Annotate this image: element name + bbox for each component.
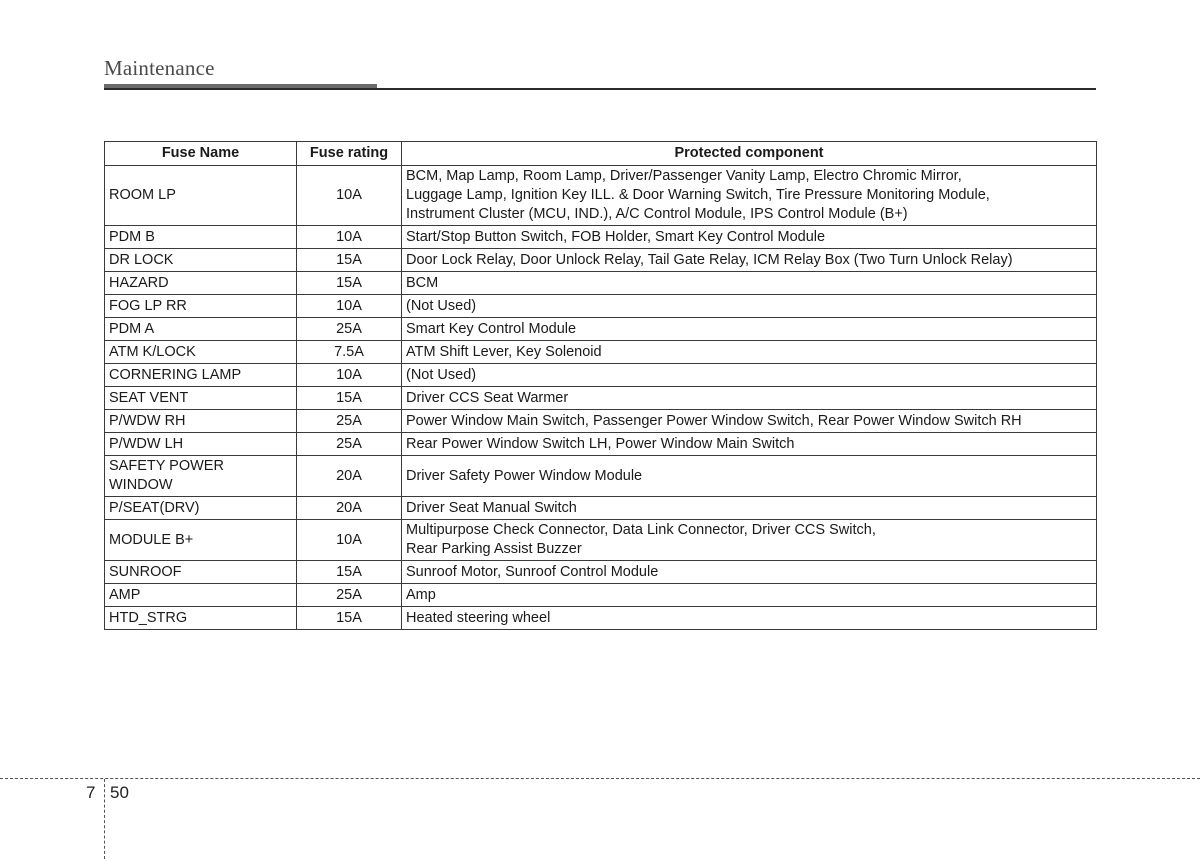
protected-component-cell: Door Lock Relay, Door Unlock Relay, Tail Gate Relay, ICM Relay Box (Two Turn Unlock Relay): [402, 249, 1097, 272]
table-row: [105, 520, 1097, 561]
fuse-name-cell: PDM A: [105, 318, 297, 341]
fuse-name-cell: HTD_STRG: [105, 607, 297, 630]
fuse-name-cell: HAZARD: [105, 272, 297, 295]
fuse-name-cell: SUNROOF: [105, 561, 297, 584]
protected-component-cell: Multipurpose Check Connector, Data Link Connector, Driver CCS Switch, Rear Parking Assist Buzzer: [402, 520, 1097, 561]
fuse-name-cell: P/SEAT(DRV): [105, 497, 297, 520]
fuse-name-cell: SAFETY POWER WINDOW: [105, 456, 297, 497]
fuse-rating-cell: 15A: [297, 561, 402, 584]
header-rule: [104, 88, 1096, 90]
protected-component-cell: Rear Power Window Switch LH, Power Window Main Switch: [402, 433, 1097, 456]
fuse-rating-cell: 10A: [297, 364, 402, 387]
fuse-name-cell: ROOM LP: [105, 166, 297, 226]
protected-component-cell: Driver Safety Power Window Module: [402, 456, 1097, 497]
footer-dashed-rule: [0, 778, 1200, 779]
fuse-rating-cell: 15A: [297, 272, 402, 295]
protected-component-cell: Driver Seat Manual Switch: [402, 497, 1097, 520]
protected-component-cell: Start/Stop Button Switch, FOB Holder, Smart Key Control Module: [402, 226, 1097, 249]
table-row: [105, 249, 1097, 272]
fuse-name-cell: SEAT VENT: [105, 387, 297, 410]
table-header-row: [105, 142, 1097, 166]
fuse-rating-cell: 10A: [297, 295, 402, 318]
fuse-rating-cell: 25A: [297, 584, 402, 607]
fuse-rating-cell: 15A: [297, 607, 402, 630]
protected-component-cell: (Not Used): [402, 295, 1097, 318]
protected-component-cell: (Not Used): [402, 364, 1097, 387]
fuse-rating-cell: 10A: [297, 520, 402, 561]
protected-component-cell: Sunroof Motor, Sunroof Control Module: [402, 561, 1097, 584]
fuse-table: [104, 141, 1097, 630]
table-row: [105, 272, 1097, 295]
protected-component-cell: BCM: [402, 272, 1097, 295]
fuse-rating-cell: 10A: [297, 226, 402, 249]
table-row: [105, 318, 1097, 341]
section-title: Maintenance: [104, 56, 215, 80]
column-header-protected-component: Protected component: [402, 142, 1097, 166]
fuse-rating-cell: 7.5A: [297, 341, 402, 364]
fuse-rating-cell: 15A: [297, 387, 402, 410]
table-row: [105, 584, 1097, 607]
fuse-rating-cell: 25A: [297, 318, 402, 341]
table-row: [105, 295, 1097, 318]
table-row: [105, 364, 1097, 387]
fuse-name-cell: CORNERING LAMP: [105, 364, 297, 387]
protected-component-cell: Heated steering wheel: [402, 607, 1097, 630]
table-row: [105, 607, 1097, 630]
fuse-name-cell: DR LOCK: [105, 249, 297, 272]
fuse-name-cell: FOG LP RR: [105, 295, 297, 318]
table-row: [105, 341, 1097, 364]
protected-component-cell: BCM, Map Lamp, Room Lamp, Driver/Passenger Vanity Lamp, Electro Chromic Mirror, Luggage Lamp, Ignition Key ILL. & Door Warning Switch, Tire Pressure Monitoring Module, Instrument Cluster (MCU, IND.), A/C Control Module, IPS Control Module (B+): [402, 166, 1097, 226]
fuse-rating-cell: 25A: [297, 433, 402, 456]
protected-component-cell: Driver CCS Seat Warmer: [402, 387, 1097, 410]
column-header-fuse-rating: Fuse rating: [297, 142, 402, 166]
fuse-name-cell: PDM B: [105, 226, 297, 249]
table-row: [105, 410, 1097, 433]
fuse-name-cell: P/WDW RH: [105, 410, 297, 433]
page-number: 50: [110, 783, 129, 802]
fuse-rating-cell: 10A: [297, 166, 402, 226]
table-row: [105, 497, 1097, 520]
table-row: [105, 226, 1097, 249]
footer-vertical-dashed-rule: [104, 779, 105, 859]
table-row: [105, 561, 1097, 584]
protected-component-cell: ATM Shift Lever, Key Solenoid: [402, 341, 1097, 364]
protected-component-cell: Amp: [402, 584, 1097, 607]
fuse-rating-cell: 15A: [297, 249, 402, 272]
protected-component-cell: Power Window Main Switch, Passenger Power Window Switch, Rear Power Window Switch RH: [402, 410, 1097, 433]
fuse-rating-cell: 20A: [297, 497, 402, 520]
table-row: [105, 456, 1097, 497]
protected-component-cell: Smart Key Control Module: [402, 318, 1097, 341]
fuse-rating-cell: 20A: [297, 456, 402, 497]
table-row: [105, 387, 1097, 410]
fuse-name-cell: ATM K/LOCK: [105, 341, 297, 364]
fuse-rating-cell: 25A: [297, 410, 402, 433]
column-header-fuse-name: Fuse Name: [105, 142, 297, 166]
table-row: [105, 433, 1097, 456]
fuse-name-cell: P/WDW LH: [105, 433, 297, 456]
table-row: [105, 166, 1097, 226]
fuse-name-cell: AMP: [105, 584, 297, 607]
fuse-name-cell: MODULE B+: [105, 520, 297, 561]
page-chapter-number: 7: [86, 783, 96, 802]
